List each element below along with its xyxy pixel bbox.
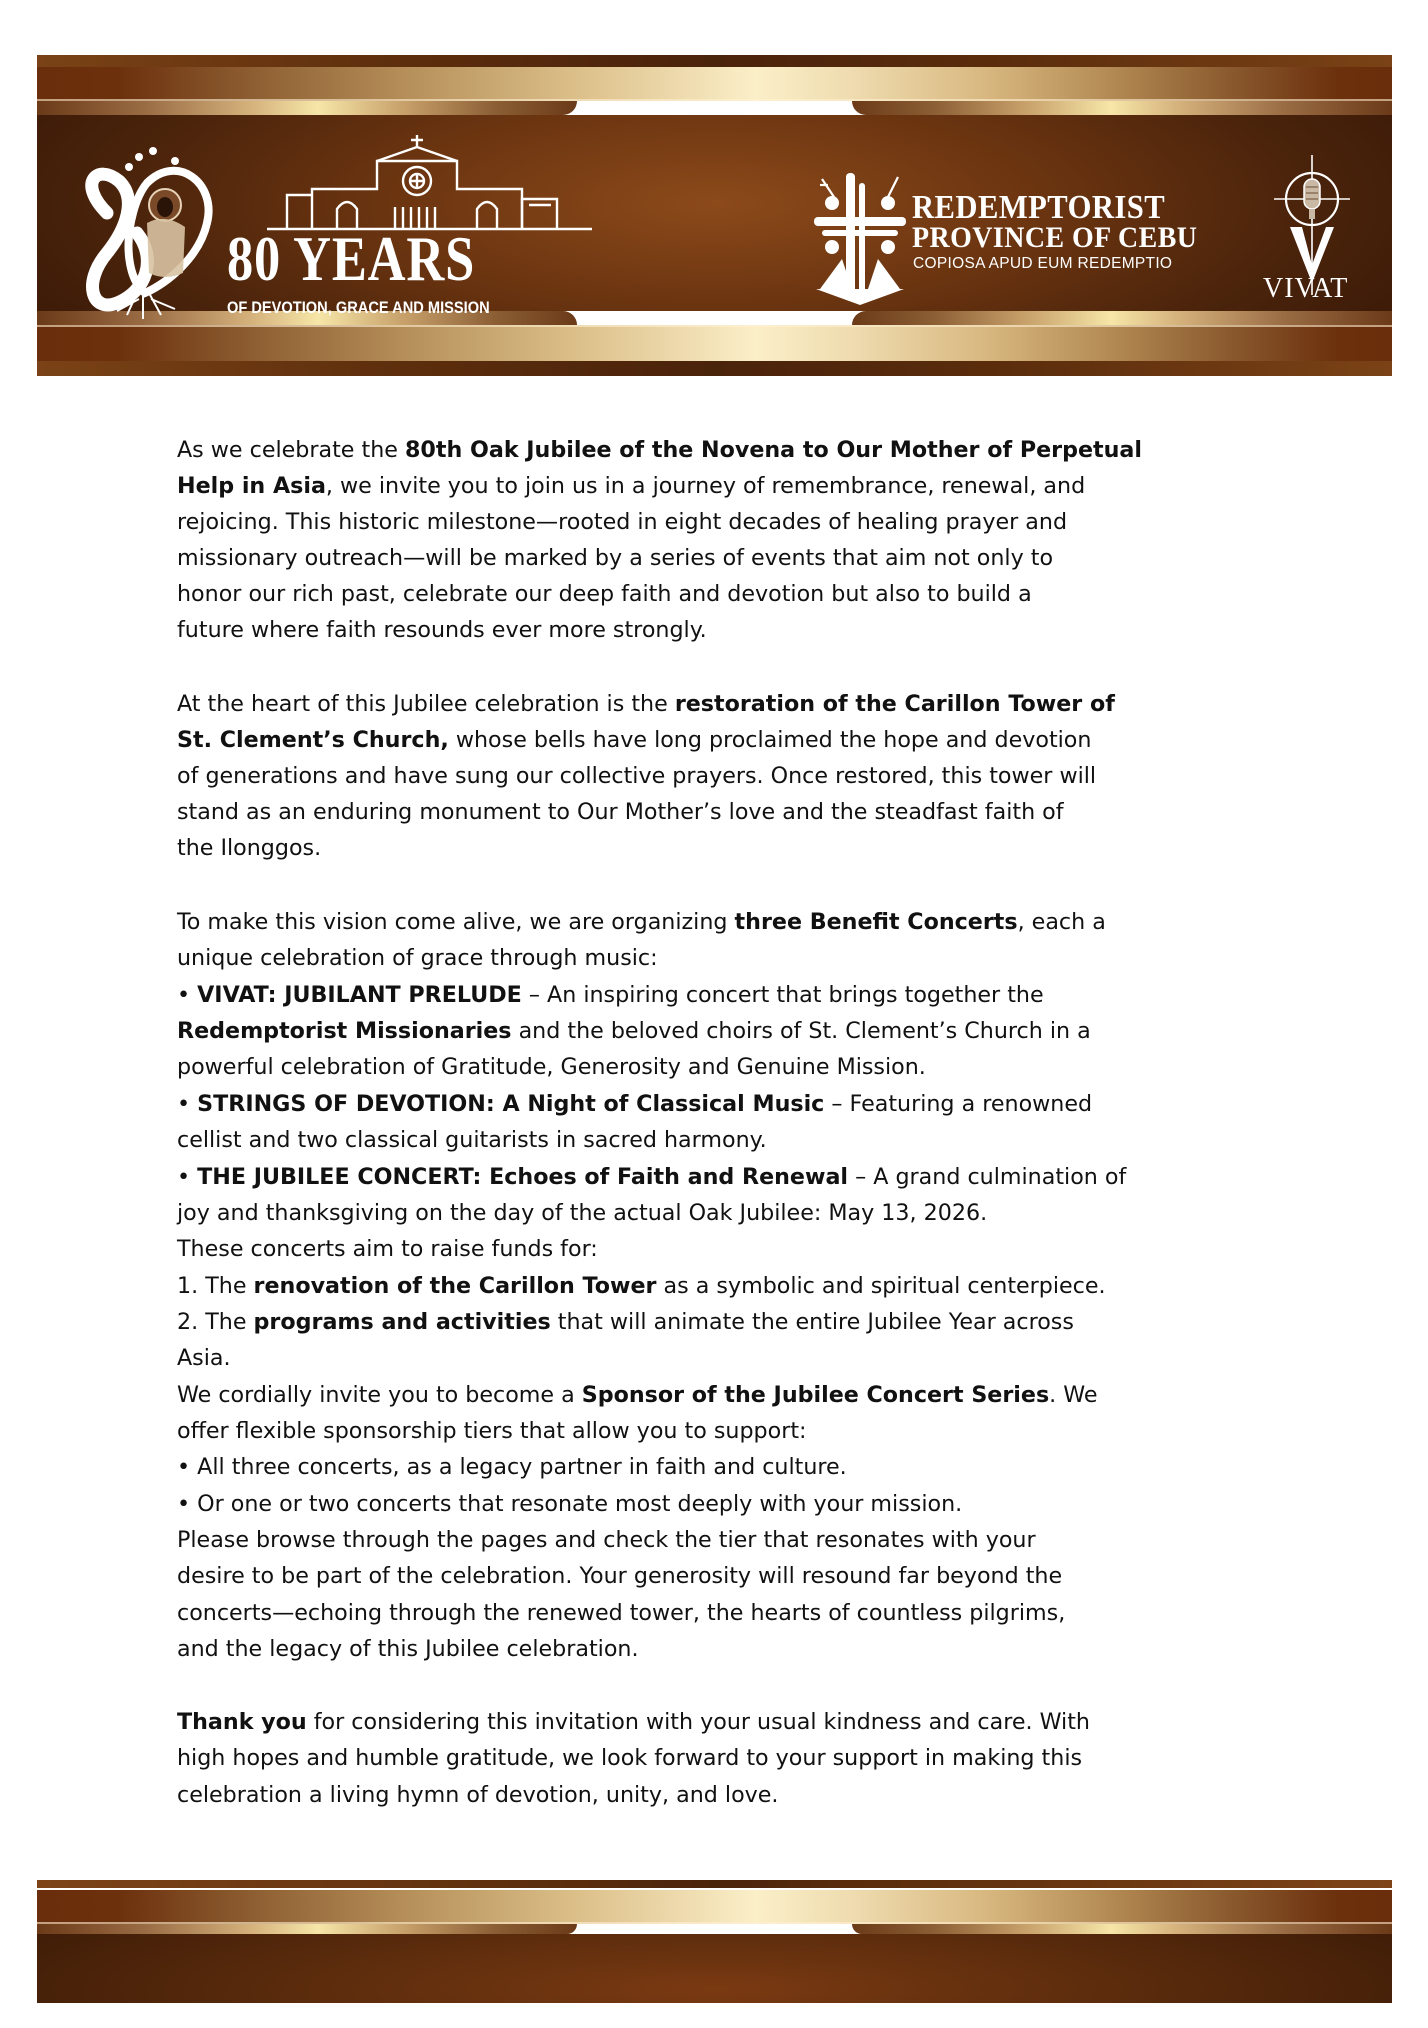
- body-line: [177, 1486, 962, 1522]
- text: and the legacy of this Jubilee celebration.: [177, 1636, 639, 1662]
- bold-text: three Benefit Concerts: [734, 909, 1018, 935]
- body-line: [177, 1740, 1082, 1776]
- bold-text: STRINGS OF DEVOTION: A Night of Classical Music: [197, 1091, 825, 1117]
- bold-text: Thank you: [177, 1709, 307, 1735]
- body-line: [177, 1595, 1065, 1631]
- body-line: [177, 1122, 767, 1158]
- body-line: [177, 1195, 987, 1231]
- body-line: [177, 1268, 1106, 1304]
- body-line: [177, 722, 1091, 758]
- bold-text: programs and activities: [253, 1309, 551, 1335]
- footer-top-edge: [37, 1880, 1392, 1888]
- text: whose bells have long proclaimed the hope and devotion: [448, 727, 1092, 753]
- text: powerful celebration of Gratitude, Generosity and Genuine Mission.: [177, 1054, 926, 1080]
- bold-text: renovation of the Carillon Tower: [253, 1273, 657, 1299]
- body-line: [177, 1013, 1091, 1049]
- eighty-years-subtitle: OF DEVOTION, GRACE AND MISSION: [227, 298, 490, 317]
- text: the Ilonggos.: [177, 835, 322, 861]
- text: rejoicing. This historic milestone—rooted in eight decades of healing prayer and: [177, 509, 1068, 535]
- body-line: [177, 1413, 807, 1449]
- text: , each a: [1017, 909, 1106, 935]
- text: 1. The: [177, 1273, 254, 1299]
- text: and the beloved choirs of St. Clement’s Church in a: [511, 1018, 1091, 1044]
- redemptorist-cross-emblem-icon: [812, 173, 908, 305]
- body-line: [177, 468, 1085, 504]
- footer-banner: [37, 1880, 1392, 2003]
- footer-dark-panel: [37, 1934, 1392, 2003]
- redemptorist-motto: COPIOSA APUD EUM REDEMPTIO: [913, 255, 1173, 272]
- text: We cordially invite you to become a: [177, 1382, 582, 1408]
- text: desire to be part of the celebration. Your generosity will resound far beyond the: [177, 1563, 1063, 1589]
- text: •: [177, 1164, 198, 1190]
- bold-text: Redemptorist Missionaries: [177, 1018, 512, 1044]
- body-line: [177, 940, 658, 976]
- text: – An inspiring concert that brings together the: [521, 982, 1044, 1008]
- body-line: [177, 1304, 1074, 1340]
- vivat-wordmark: VIVAT: [1263, 273, 1349, 304]
- text: • Or one or two concerts that resonate most deeply with your mission.: [177, 1491, 963, 1517]
- text: as a symbolic and spiritual centerpiece.: [656, 1273, 1106, 1299]
- body-line: [177, 612, 707, 648]
- text: • All three concerts, as a legacy partner in faith and culture.: [177, 1454, 847, 1480]
- text: high hopes and humble gratitude, we look forward to your support in making this: [177, 1745, 1083, 1771]
- text: concerts—echoing through the renewed tower, the hearts of countless pilgrims,: [177, 1600, 1066, 1626]
- text: celebration a living hymn of devotion, unity, and love.: [177, 1782, 779, 1808]
- text: stand as an enduring monument to Our Mother’s love and the steadfast faith of: [177, 799, 1064, 825]
- text: that will animate the entire Jubilee Year across: [550, 1309, 1074, 1335]
- text: To make this vision come alive, we are organizing: [177, 909, 735, 935]
- text: These concerts aim to raise funds for:: [177, 1236, 598, 1262]
- header-banner: [37, 55, 1392, 376]
- text: joy and thanksgiving on the day of the actual Oak Jubilee: May 13, 2026.: [177, 1200, 988, 1226]
- body-line: [177, 977, 1044, 1013]
- text: unique celebration of grace through music:: [177, 945, 658, 971]
- body-line: [177, 1049, 926, 1085]
- text: •: [177, 982, 198, 1008]
- body-line: [177, 1449, 847, 1485]
- body-line: [177, 1086, 1092, 1122]
- text: As we celebrate the: [177, 437, 405, 463]
- bold-text: 80th Oak Jubilee of the Novena to Our Mother of Perpetual: [404, 437, 1142, 463]
- bold-text: THE JUBILEE CONCERT: Echoes of Faith and Renewal: [197, 1164, 849, 1190]
- redemptorist-logo: [812, 155, 1352, 345]
- body-line: [177, 1631, 639, 1667]
- eighty-years-logo: [67, 133, 527, 323]
- footer-gold-tab-left: [37, 1924, 577, 1934]
- body-line: [177, 1340, 231, 1376]
- bold-text: St. Clement’s Church,: [177, 727, 449, 753]
- body-line: [177, 758, 1096, 794]
- bold-text: VIVAT: JUBILANT PRELUDE: [197, 982, 522, 1008]
- banner-bottom-edge: [37, 361, 1392, 376]
- body-line: [177, 1159, 1126, 1195]
- body-line: [177, 540, 1053, 576]
- body-line: [177, 1777, 779, 1813]
- redemptorist-subtitle: PROVINCE OF CEBU: [912, 221, 1198, 254]
- text: cellist and two classical guitarists in sacred harmony.: [177, 1127, 767, 1153]
- text: . We: [1049, 1382, 1098, 1408]
- body-line: [177, 1704, 1090, 1740]
- redemptorist-title: REDEMPTORIST: [912, 189, 1166, 226]
- bold-text: Sponsor of the Jubilee Concert Series: [581, 1382, 1050, 1408]
- text: , we invite you to join us in a journey of remembrance, renewal, and: [325, 473, 1086, 499]
- text: future where faith resounds ever more strongly.: [177, 617, 707, 643]
- text: missionary outreach—will be marked by a series of events that aim not only to: [177, 545, 1054, 571]
- body-line: [177, 1377, 1098, 1413]
- eighty-madonna-emblem-icon: [67, 143, 227, 323]
- text: honor our rich past, celebrate our deep faith and devotion but also to build a: [177, 581, 1032, 607]
- banner-gold-tab-right: [852, 101, 1392, 115]
- text: Asia.: [177, 1345, 231, 1371]
- body-line: [177, 432, 1142, 468]
- text: Please browse through the pages and check the tier that resonates with your: [177, 1527, 1036, 1553]
- bold-text: restoration of the Carillon Tower of: [674, 691, 1115, 717]
- banner-gold-band-top: [37, 67, 1392, 101]
- text: for considering this invitation with your usual kindness and care. With: [306, 1709, 1090, 1735]
- footer-gold-tab-right: [852, 1924, 1392, 1934]
- body-line: [177, 686, 1115, 722]
- text: – Featuring a renowned: [824, 1091, 1093, 1117]
- body-line: [177, 504, 1067, 540]
- bold-text: Help in Asia: [177, 473, 326, 499]
- banner-gold-tab-left: [37, 101, 577, 115]
- text: At the heart of this Jubilee celebration is the: [177, 691, 675, 717]
- body-line: [177, 1558, 1062, 1594]
- body-line: [177, 904, 1106, 940]
- body-line: [177, 576, 1032, 612]
- eighty-years-title: 80 YEARS: [227, 223, 476, 294]
- text: 2. The: [177, 1309, 254, 1335]
- body-line: [177, 1231, 598, 1267]
- text: – A grand culmination of: [848, 1164, 1127, 1190]
- body-line: [177, 830, 321, 866]
- text: offer flexible sponsorship tiers that allow you to support:: [177, 1418, 807, 1444]
- footer-gold-band: [37, 1890, 1392, 1924]
- text: •: [177, 1091, 198, 1117]
- text: of generations and have sung our collective prayers. Once restored, this tower will: [177, 763, 1097, 789]
- body-line: [177, 1522, 1036, 1558]
- body-line: [177, 794, 1064, 830]
- banner-top-edge: [37, 55, 1392, 67]
